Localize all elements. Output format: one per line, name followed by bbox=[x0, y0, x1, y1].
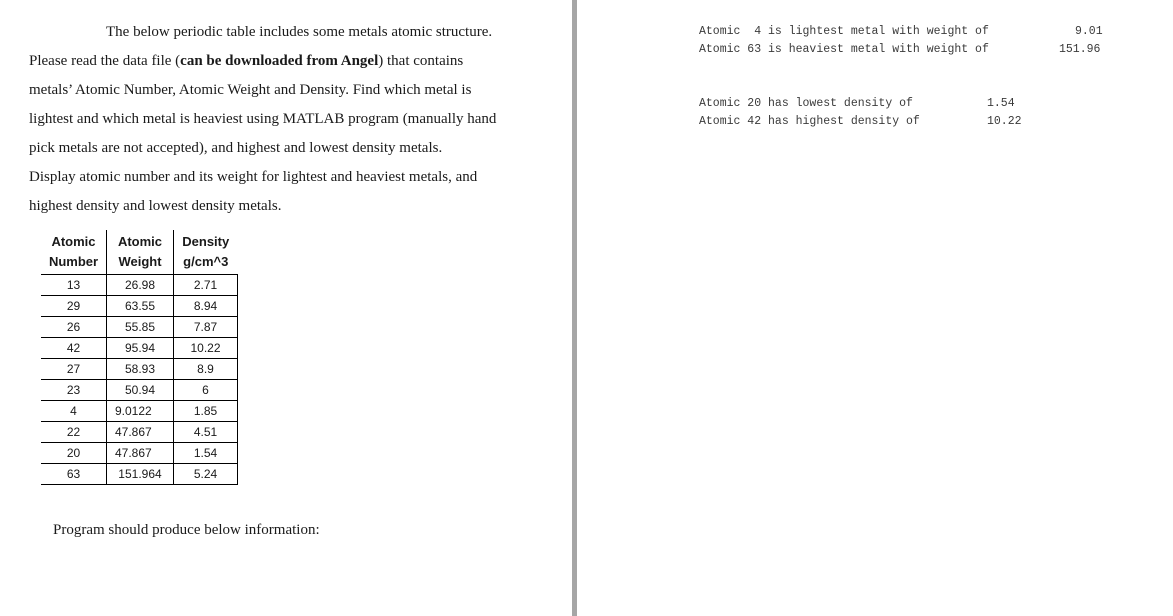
atomic-number-cell: 23 bbox=[41, 380, 107, 401]
atomic-number-cell: 29 bbox=[41, 296, 107, 317]
header-density-top: Density bbox=[174, 230, 238, 252]
output-value-lightest: 9.01 bbox=[1075, 25, 1103, 38]
instructions-paragraph bbox=[29, 18, 539, 221]
document-page bbox=[0, 0, 572, 616]
density-cell: 8.9 bbox=[174, 359, 238, 380]
density-cell: 5.24 bbox=[174, 464, 238, 485]
density-cell: 1.54 bbox=[174, 443, 238, 464]
density-cell: 8.94 bbox=[174, 296, 238, 317]
atomic-weight-cell: 47.867 bbox=[107, 443, 174, 464]
density-cell: 7.87 bbox=[174, 317, 238, 338]
atomic-number-cell: 26 bbox=[41, 317, 107, 338]
atomic-number-cell: 4 bbox=[41, 401, 107, 422]
density-cell: 1.85 bbox=[174, 401, 238, 422]
output-value-highest-density: 10.22 bbox=[987, 115, 1022, 128]
output-value-heaviest: 151.96 bbox=[1059, 43, 1101, 56]
density-cell: 2.71 bbox=[174, 275, 238, 296]
atomic-weight-cell: 47.867 bbox=[107, 422, 174, 443]
table-row bbox=[41, 401, 238, 422]
output-line-highest-density: Atomic 42 has highest density of bbox=[699, 115, 920, 128]
atomic-weight-cell: 50.94 bbox=[107, 380, 174, 401]
atomic-weight-cell: 9.0122 bbox=[107, 401, 174, 422]
atomic-weight-cell: 26.98 bbox=[107, 275, 174, 296]
atomic-weight-cell: 63.55 bbox=[107, 296, 174, 317]
atomic-number-cell: 27 bbox=[41, 359, 107, 380]
output-line-lowest-density: Atomic 20 has lowest density of bbox=[699, 97, 913, 110]
output-intro-text: Program should produce below information: bbox=[53, 522, 320, 538]
header-atomic-number-top: Atomic bbox=[51, 234, 96, 249]
atomic-weight-cell: 95.94 bbox=[107, 338, 174, 359]
program-output-panel bbox=[577, 0, 1173, 616]
para-line-2-pre: Please read the data file ( bbox=[29, 53, 181, 69]
density-cell: 10.22 bbox=[174, 338, 238, 359]
header-atomic-number-bottom: Number bbox=[41, 252, 107, 275]
atomic-weight-cell: 55.85 bbox=[107, 317, 174, 338]
table-row bbox=[41, 275, 238, 296]
output-line-lightest: Atomic 4 is lightest metal with weight of bbox=[699, 25, 989, 38]
table-row bbox=[41, 422, 238, 443]
table-row bbox=[41, 317, 238, 338]
table-row bbox=[41, 380, 238, 401]
para-line-3: metals’ Atomic Number, Atomic Weight and Density. Find which metal is bbox=[29, 82, 472, 98]
atomic-weight-cell: 151.964 bbox=[107, 464, 174, 485]
table-row bbox=[41, 443, 238, 464]
atomic-number-cell: 63 bbox=[41, 464, 107, 485]
header-atomic-weight-bottom: Weight bbox=[107, 252, 174, 275]
atomic-weight-cell: 58.93 bbox=[107, 359, 174, 380]
table-row bbox=[41, 359, 238, 380]
para-line-6: Display atomic number and its weight for lightest and heaviest metals, and bbox=[29, 169, 478, 185]
atomic-number-cell: 13 bbox=[41, 275, 107, 296]
output-line-heaviest: Atomic 63 is heaviest metal with weight of bbox=[699, 43, 989, 56]
output-value-lowest-density: 1.54 bbox=[987, 97, 1015, 110]
table-row bbox=[41, 338, 238, 359]
atomic-number-cell: 22 bbox=[41, 422, 107, 443]
metals-table bbox=[41, 230, 238, 485]
header-density-bottom: g/cm^3 bbox=[174, 252, 238, 275]
table-header-row-top bbox=[41, 230, 238, 252]
para-line-5: pick metals are not accepted), and highest and lowest density metals. bbox=[29, 140, 443, 156]
header-atomic-weight-top: Atomic bbox=[107, 230, 174, 252]
density-cell: 6 bbox=[174, 380, 238, 401]
para-line-4: lightest and which metal is heaviest using MATLAB program (manually hand bbox=[29, 111, 497, 127]
angel-download-note: can be downloaded from Angel bbox=[180, 53, 379, 69]
table-row bbox=[41, 296, 238, 317]
para-line-2 bbox=[29, 47, 539, 76]
density-cell: 4.51 bbox=[174, 422, 238, 443]
atomic-number-cell: 20 bbox=[41, 443, 107, 464]
para-line-1: The below periodic table includes some metals atomic structure. bbox=[106, 24, 493, 40]
atomic-number-cell: 42 bbox=[41, 338, 107, 359]
table-header-row-bottom bbox=[41, 252, 238, 275]
para-line-7: highest density and lowest density metals. bbox=[29, 198, 282, 214]
table-row bbox=[41, 464, 238, 485]
para-line-2-post: ) that contains bbox=[378, 53, 464, 69]
